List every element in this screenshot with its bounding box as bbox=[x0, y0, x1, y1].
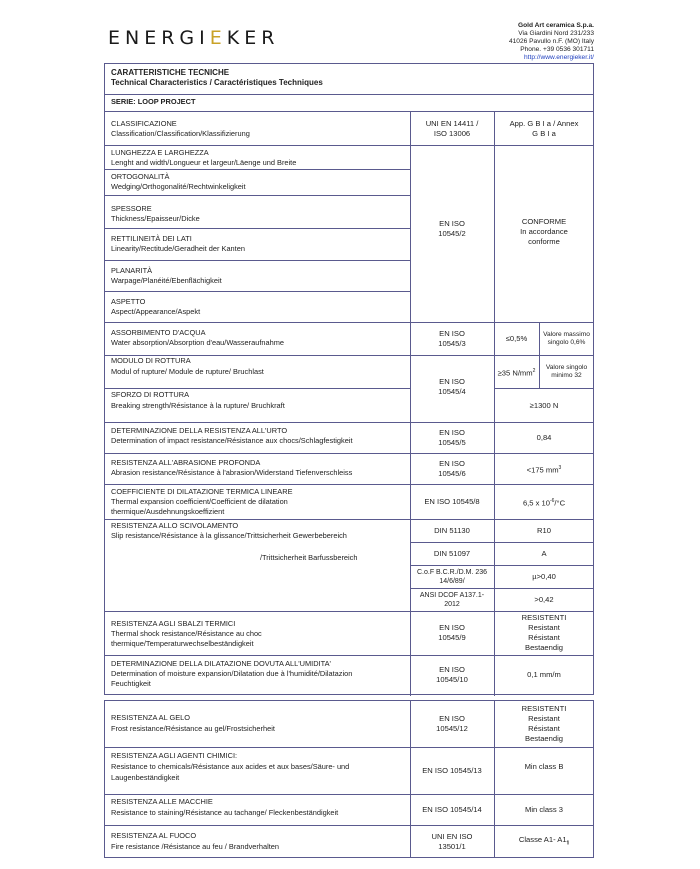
linearity-translation: Linearity/Rectitude/Geradheit der Kanten bbox=[111, 244, 245, 253]
dimensional-value: CONFORME In accordance conforme bbox=[520, 217, 568, 246]
company-street: Via Giardini Nord 231/233 bbox=[518, 30, 594, 37]
impact-resistance-value: 0,84 bbox=[536, 433, 552, 442]
water-absorption-single-max: Valore massimo singolo 0,6% bbox=[543, 331, 590, 346]
company-name: Gold Art ceramica S.p.a. bbox=[518, 22, 594, 29]
staining-resistance-norm: EN ISO 10545/14 bbox=[422, 805, 482, 814]
slip-din51097-value: A bbox=[541, 549, 547, 558]
fire-resistance-translation: Fire resistance /Résistance au feu / Brandverhalten bbox=[111, 842, 280, 851]
abrasion-norm: EN ISO 10545/6 bbox=[438, 459, 466, 478]
modulus-rupture-label: MODULO DI ROTTURA bbox=[111, 356, 191, 365]
brand-logo: ENERGIEKER bbox=[108, 27, 280, 49]
impact-resistance-translation: Determination of impact resistance/Résistance aux chocs/Schlagfestigkeit bbox=[111, 436, 353, 445]
moisture-expansion-translation-2: Feuchtigkeit bbox=[111, 679, 151, 688]
thickness-translation: Thickness/Epaisseur/Dicke bbox=[111, 214, 200, 223]
thermal-expansion-translation-2: thermique/Ausdehnungskoeffizient bbox=[111, 507, 225, 516]
modulus-rupture-translation: Modul of rupture/ Module de rupture/ Bruchlast bbox=[111, 367, 264, 376]
thickness-label: SPESSORE bbox=[111, 204, 152, 213]
thermal-shock-norm: EN ISO 10545/9 bbox=[438, 623, 466, 642]
thermal-shock-label: RESISTENZA AGLI SBALZI TERMICI bbox=[111, 619, 236, 628]
impact-resistance-label: DETERMINAZIONE DELLA RESISTENZA ALL'URTO bbox=[111, 426, 288, 435]
slip-ansi-norm: ANSI DCOF A137.1-2012 bbox=[419, 592, 485, 608]
linearity-label: RETTILINEITÀ DEI LATI bbox=[111, 234, 192, 243]
dimensional-norm: EN ISO 10545/2 bbox=[438, 219, 466, 238]
frost-resistance-translation: Frost resistance/Résistance au gel/Frostsicherheit bbox=[111, 724, 275, 733]
staining-resistance-label: RESISTENZA ALLE MACCHIE bbox=[111, 797, 213, 806]
thermal-shock-translation-2: thermique/Temperaturwechselbeständigkeit bbox=[111, 639, 254, 648]
company-website-link[interactable]: http://www.energieker.it/ bbox=[524, 54, 594, 61]
chemical-resistance-value: Min class B bbox=[524, 762, 564, 771]
thermal-expansion-translation-1: Thermal expansion coefficient/Coefficient de dilatation bbox=[111, 497, 288, 506]
breaking-strength-translation: Breaking strength/Résistance à la rupture/ Bruchkraft bbox=[111, 401, 285, 410]
frost-resistance-value: RESISTENTI Resistant Résistant Bestaendig bbox=[521, 704, 567, 743]
frost-resistance-label: RESISTENZA AL GELO bbox=[111, 713, 190, 722]
moisture-expansion-norm: EN ISO 10545/10 bbox=[436, 665, 468, 684]
moisture-expansion-value: 0,1 mm/m bbox=[527, 670, 561, 679]
thermal-expansion-value: 6,5 x $10^{-6}/^\circ C$ bbox=[522, 497, 566, 508]
aspect-label: ASPETTO bbox=[111, 297, 146, 306]
chemical-resistance-label: RESISTENZA AGLI AGENTI CHIMICI: bbox=[111, 751, 238, 760]
classification-label: CLASSIFICAZIONE bbox=[111, 119, 177, 128]
moisture-expansion-label: DETERMINAZIONE DELLA DILATAZIONE DOVUTA ALL'UMIDITA' bbox=[111, 659, 331, 668]
water-absorption-translation: Water absorption/Absorption d'eau/Wasseraufnahme bbox=[111, 338, 284, 347]
frost-resistance-norm: EN ISO 10545/12 bbox=[436, 714, 468, 733]
slip-resistance-translation: Slip resistance/Résistance à la glissance/Trittsicherheit Gewerbebereich bbox=[111, 531, 347, 540]
slip-din51130-norm: DIN 51130 bbox=[434, 526, 470, 535]
orthogonality-label: ORTOGONALITÀ bbox=[111, 172, 170, 181]
classification-value: App. G B I a / Annex G B I a bbox=[509, 118, 579, 138]
company-city: 41026 Pavullo n.F. (MO) Italy bbox=[508, 38, 594, 45]
rupture-norm: EN ISO 10545/4 bbox=[438, 377, 466, 396]
water-absorption-norm: EN ISO 10545/3 bbox=[438, 329, 466, 348]
staining-resistance-translation: Resistance to staining/Résistance au tachange/ Fleckenbeständigkeit bbox=[111, 808, 339, 817]
table-subtitle: Technical Characteristics / Caractéristiques Techniques bbox=[111, 78, 323, 87]
breaking-strength-label: SFORZO DI ROTTURA bbox=[111, 390, 190, 399]
length-width-label: LUNGHEZZA E LARGHEZZA bbox=[111, 148, 209, 157]
fire-resistance-value: Classe A1- $A1_{fl}$ bbox=[518, 834, 570, 847]
abrasion-translation: Abrasion resistance/Résistance à l'abrasion/Widerstand Tiefenverschleiss bbox=[111, 468, 353, 477]
impact-resistance-norm: EN ISO 10545/5 bbox=[438, 428, 466, 447]
thermal-shock-translation-1: Thermal shock resistance/Résistance au choc bbox=[111, 629, 262, 638]
company-address bbox=[509, 22, 594, 62]
slip-bcr-norm: C.o.F B.C.R./D.M. 236 14/6/89/ bbox=[416, 569, 488, 585]
warpage-label: PLANARITÀ bbox=[111, 266, 153, 275]
staining-resistance-value: Min class 3 bbox=[525, 805, 563, 814]
slip-resistance-label: RESISTENZA ALLO SCIVOLAMENTO bbox=[111, 521, 239, 530]
classification-translation: Classification/Classification/Klassifizierung bbox=[111, 129, 250, 138]
abrasion-label: RESISTENZA ALL'ABRASIONE PROFONDA bbox=[111, 458, 261, 467]
breaking-strength-value: ≥1300 N bbox=[529, 400, 559, 410]
chemical-resistance-translation-2: Laugenbeständigkeit bbox=[111, 773, 180, 782]
length-width-translation: Lenght and width/Longueur et largeur/Läenge und Breite bbox=[111, 158, 297, 167]
technical-characteristics-table bbox=[104, 63, 594, 695]
table-title: CARATTERISTICHE TECNICHE bbox=[111, 68, 230, 77]
fire-resistance-norm: UNI EN ISO 13501/1 bbox=[431, 831, 473, 851]
thermal-expansion-label: COEFFICIENTE DI DILATAZIONE TERMICA LINEARE bbox=[111, 487, 293, 496]
thermal-expansion-norm: EN ISO 10545/8 bbox=[424, 497, 480, 506]
modulus-rupture-single-min: Valore singolo minimo 32 bbox=[545, 364, 588, 379]
chemical-resistance-translation-1: Resistance to chemicals/Résistance aux acides et aux bases/Säure- und bbox=[111, 762, 350, 771]
warpage-translation: Warpage/Planéité/Ebenflächigkeit bbox=[111, 276, 222, 285]
abrasion-value: <175 $mm^3$ bbox=[526, 464, 562, 475]
series-name: SERIE: LOOP PROJECT bbox=[111, 97, 196, 106]
aspect-translation: Aspect/Appearance/Aspekt bbox=[111, 307, 201, 316]
orthogonality-translation: Wedging/Orthogonalité/Rechtwinkeligkeit bbox=[111, 182, 246, 191]
water-absorption-label: ASSORBIMENTO D'ACQUA bbox=[111, 328, 206, 337]
modulus-rupture-value: ≥35 $N/mm^2$ bbox=[497, 367, 536, 378]
slip-din51097-norm: DIN 51097 bbox=[433, 549, 471, 558]
resistance-table bbox=[104, 700, 594, 858]
moisture-expansion-translation-1: Determination of moisture expansion/Dilatation due à l'humidité/Dilatazion bbox=[111, 669, 353, 678]
slip-ansi-value: >0,42 bbox=[534, 595, 554, 604]
company-phone: Phone. +39 0536 301711 bbox=[520, 46, 594, 53]
slip-resistance-barefoot-translation: /Trittsicherheit Barfussbereich bbox=[260, 553, 358, 562]
slip-bcr-value: µ>0,40 bbox=[532, 572, 556, 581]
thermal-shock-value: RESISTENTI Resistant Résistant Bestaendig bbox=[521, 613, 567, 652]
classification-norm: UNI EN 14411 / ISO 13006 bbox=[425, 118, 479, 138]
slip-din51130-value: R10 bbox=[537, 526, 551, 535]
water-absorption-value: ≤0,5% bbox=[505, 334, 528, 343]
fire-resistance-label: RESISTENZA AL FUOCO bbox=[111, 831, 197, 840]
chemical-resistance-norm: EN ISO 10545/13 bbox=[422, 766, 482, 775]
